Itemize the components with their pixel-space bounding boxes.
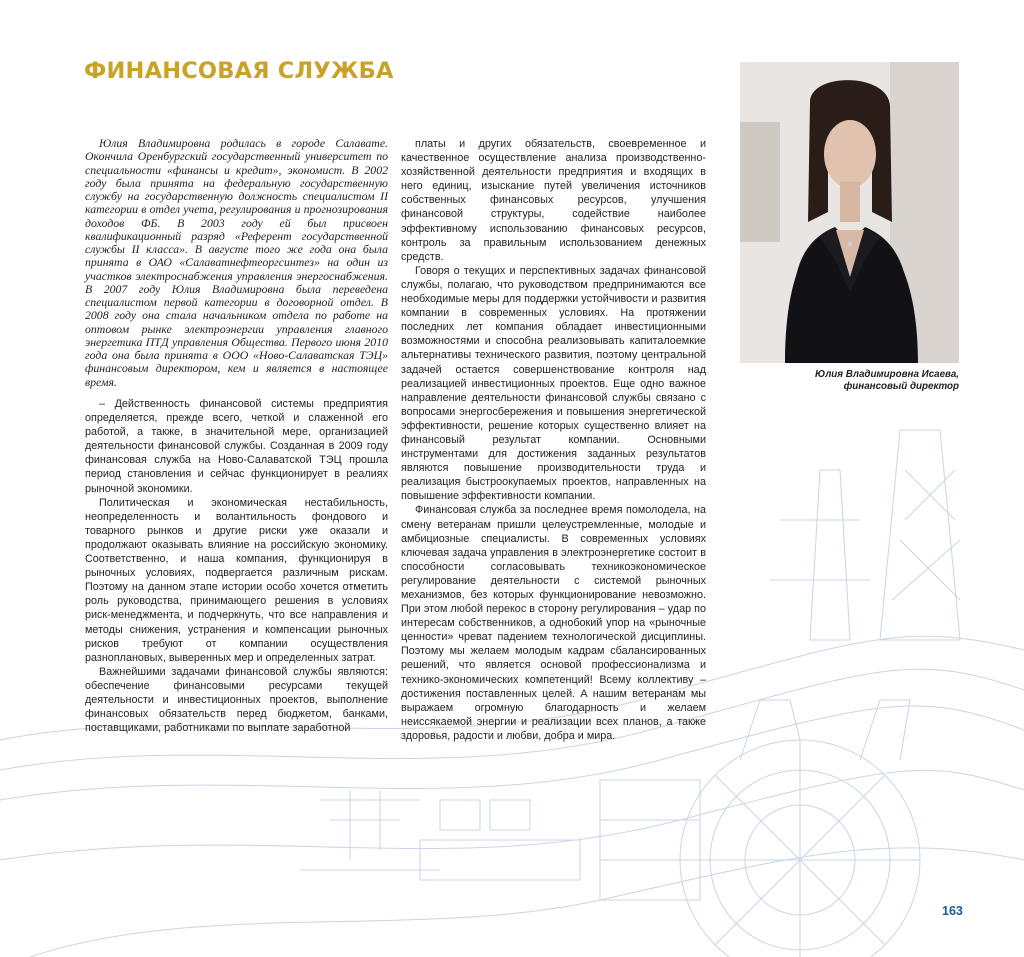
article-column-1 [85, 397, 388, 735]
photo-caption [740, 369, 959, 394]
article-paragraph: платы и других обязательств, своевременное и качественное осуществление анализа производственно-хозяйственной деятельности предприятия и входящих в него единиц, изыскание путей увеличения источников собственных финансовых ресурсов, улучшения финансовой структуры, содействие наиболее эффективному использованию финансовых ресурсов, контроль за правильным использованием денежных средств. [401, 138, 706, 263]
biography-paragraph: Юлия Владимировна родилась в городе Салавате. Окончила Оренбургский государственный университет по специальности «финансы и кредит», экономист. В 2002 году была принята на федеральную государственную службу на государственную должность специалистом II категории в отдел учета, регулирования и прогнозирования доходов ФБ. В 2003 году ей был присвоен квалификационный разряд «Референт государственной службы II класса». В августе того же года она была принята в ОАО «Салаватнефтеоргсинтез» на один из участков электроснабжения управления энергоснабжения. В 2007 году Юлия Владимировна была переведена специалистом первой категории в договорной отдел. В 2008 году она стала начальником отдела по работе на оптовом рынке электроэнергии управления главного энергетика ПТД управления Общества. Первого июня 2010 года она была принята в ООО «Ново-Салаватская ТЭЦ» финансовым директором, кем и является в настоящее время. [85, 136, 388, 389]
article-paragraph: Важнейшими задачами финансовой службы являются: обеспечение финансовыми ресурсами текущей деятельности и инвестиционных проектов, выполнение финансовых обязательств перед бюджетом, банками, поставщиками, работниками по выплате заработной [85, 665, 388, 735]
article-paragraph: – Действенность финансовой системы предприятия определяется, прежде всего, четкой и слаженной его работой, а также, в значительной мере, организацией деятельности финансовой службы. Созданная в 2009 году финансовая служба на Ново-Салаватской ТЭЦ прошла период становления и сейчас функционирует в реалиях рыночной экономики. [85, 398, 388, 495]
article-paragraph: Говоря о текущих и перспективных задачах финансовой службы, полагаю, что руководством предпринимаются все необходимые меры для поддержки устойчивости и развития компании в современных условиях. На протяжении последних лет компания обладает инвестиционными возможностями и способна реализовывать капиталоемкие альтернативы технического развития, поэтому центральной задачей остается совершенствование контроля над реализацией инвестиционных проектов. Еще одно важное направление деятельности финансовой службы связано с вопросами энергосбережения и повышения энергетической эффективности, решение которых существенно влияет на финансовый результат компании. Основными инструментами для достижения заданных результатов являются повышение производительности труда и реализация быстроокупаемых проектов, направленных на повышение эффективности компании. [401, 264, 706, 503]
portrait-photo [740, 62, 959, 363]
caption-role: финансовый директор [843, 381, 959, 393]
portrait-illustration [740, 62, 959, 363]
turbine-drawing [680, 700, 920, 957]
article-paragraph: Политическая и экономическая нестабильность, неопределенность и волантильность фондового и товарного рынков и другие риски уже оказали и продолжают оказывать влияние на российскую экономику. Соответственно, и наша компания, функционируя в рыночных условиях, подвергается различным рискам. Поэтому на данном этапе истории особо хочется отметить роль руководства, принимающего решения в условиях риск-менеджмента, и подчеркнуть, что все направления и методы снижения, устранения и компенсации рыночных рисков требуют от компании осуществления разноплановых, выверенных мер и определенных затрат. [85, 496, 388, 664]
tower-drawing [770, 430, 960, 640]
article-paragraph: Финансовая служба за последнее время помолодела, на смену ветеранам пришли целеустремленные, молодые и амбициозные специалисты. В современных условиях ключевая задача управления в электроэнергетике состоит в способности согласовывать техникоэкономическое регулирование деятельности с системой рыночных механизмов, без которых функционирование невозможно. При этом любой перекос в сторону регулирования – удар по интересам собственников, а однобокий упор на «рыночные ценности» чреват падением технологической дисциплины. Поэтому мы желаем молодым кадрам сбалансированных решений, что является основой профессионализма и технико-экономических компетенций! Всему коллективу – достижения поставленных целей. А нашим ветеранам мы выражаем огромную благодарность и желаем неиссякаемой энергии и реализации всех планов, а также здоровья, радости и любви, добра и мира. [401, 504, 706, 742]
biography-intro [85, 137, 388, 401]
caption-name: Юлия Владимировна Исаева, [815, 369, 959, 380]
page-number: 163 [942, 904, 963, 918]
circuit-drawing [300, 780, 700, 900]
page-title: ФИНАНСОВАЯ СЛУЖБА [84, 58, 394, 84]
article-column-2 [401, 137, 706, 743]
